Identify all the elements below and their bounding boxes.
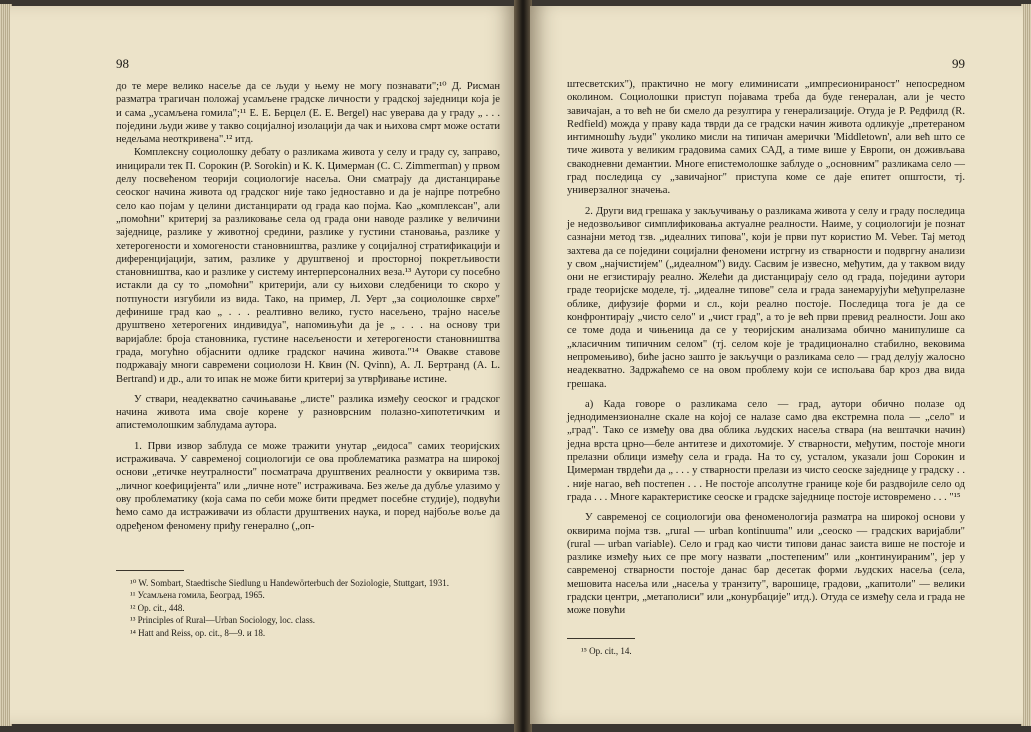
footnote-rule [567,638,635,639]
paragraph: штесветских"), практично не могу елиминисати „импресионираност" непосредном околином. Социолошки приступ појавама треба да буде генералан, али је често завичајан, а то већ не би смело да резултира у генерализације. Отуда је Р. Редфилд (R. Redfield) можда у праву када тврди да се градски начин живота одликује „претераном интимношћу људи" уколико мисли на типичан амерички 'Middletown', али већ што се тиче живота у великим градовима самих САД, а тиме више у Европи, он доживљава свакодневни демантии. Многе епистемолошке заблуде о „основним" разликама село — град последица су „завичајног" приступа коме се даје епитет општости, тј. универзалног значења. [567,79,965,197]
footnote: ¹¹ Усамљена гомила, Београд, 1965. [130,590,265,601]
paragraph: У ствари, неадекватно сачињавање „листе" разлика између сеоског и градског начина живота има своје корене у разноврсним полазно-хипотетичким и апистемолошким заблудама аутора. [116,393,500,432]
paragraph: до те мере велико насеље да се људи у њему не могу познавати";¹⁰ Д. Рисман разматра трагичан положај усамљене градске личности у градској заједници која је и сама „усамљена гомила";¹¹ Е. Е. Берцел (E. E. Bergel) нас уверава да у граду „ . . . поједини људи живе у такво социјалној изолацији да чак и њихова смрт може остати недељама неоткривена".¹² итд. [116,81,500,146]
body-text [116,80,500,533]
paragraph: У савременој се социологији ова феноменологија разматра на широкој основи у оквирима појма тзв. „rural — urban kontinuuma" или „сеоско — градских варијабли" (rural — urban variable). Село и град као чисти типови данас заиста више не постоје и разлике између њих се пре могу назвати „постепеним" или „континуираним", јер у савременој стварности постоје данас бар десетак форми људских насеља (села, мешовита насеља или „насеља у транзиту", варошице, градови, „капитоли" — велики градски центри, „метаполиси" или „конурбације" итд.). Отуда се између села и града не може повући [567,512,965,617]
body-text [567,78,965,618]
footnote-rule [116,570,184,571]
footnote: ¹⁰ W. Sombart, Staedtische Siedlung u Handewörterbuch der Soziologie, Stuttgart, 1931. [130,578,450,588]
footnote: ¹⁴ Hatt and Reiss, op. cit., 8—9. и 18. [130,627,266,638]
footnotes [116,568,500,639]
paragraph: Комплексну социолошку дебату о разликама живота у селу и граду су, заправо, иницирали тек П. Сорокин (P. Sorokin) и К. К. Цимерман (C. C. Zimmerman) у првом делу посвећеном теорији социологије насеља. Они сматрају да дистанцирање сеоског начина живота од градског није тако једноставно и да је најпре потребно село као појам у целини дистанцирати од града као појма. Као „комплексан", али „помоћни" критериј за разликовање села од града они наводе разлике у величини заједнице, разлике у животној средини, разлике у густини становања, разлике у хетерогености и хомогености становништва, разлике у социјалној стратификацији и диференцијацији, затим, разлике у друштвеној и просторној покретљивости становништва, као и разлике у систему интерперсоналних веза.¹³ Аутори су посебно истакли да су то „помоћни" критерији, али су њихови следбеници то скоро у потпуности изгубили из вида. Тако, на пример, Л. Уерт „за социолошке сврхе" дефинише град као „ . . . реалтивно велико, густо насељено, трајно насеље друштвено хетерогених индивидуа", напомињући да је „ . . . на основу три варијабле: броја становника, густине насељености и хетерогености становништва града, могућно објаснити одлике градског начина живота."¹⁴ Овакве ставове подржавају многи савремени социолози Н. Квин (N. Qvinn), А. Л. Бертранд (A. L. Bertrand) и др., али то ипак не може бити критериј за утврђивање истине. [116,147,500,385]
footnote: ¹² Op. cit., 448. [130,602,185,613]
footnote: ¹³ Principles of Rural—Urban Sociology, loc. class. [130,615,316,626]
footnote: ¹⁵ Op. cit., 14. [581,646,632,656]
paragraph: а) Када говоре о разликама село — град, аутори обично полазе од једнодимензионалне скале на којој се налазе само два екстремна пола — „село" и „град". Тако се између ова два облика људских насеља ствара (на вештачки начин) једна врста црно—беле антитезе и дихотомије. У стварности, међутим, постоје многи прелазни облици између села и града. На то су, усталом, указали још Сорокин и Цимерман тврдећи да „ . . . у стварности прелази из чисто сеоске заједнице у градску . . . није нагао, већ постепен . . . Не постоје апсолутне границе које би раздвојиле село од града . . . Многе карактеристике сеоске и градске заједнице постоје истовремено . . . "¹⁵ [567,398,965,503]
footnotes [567,636,965,657]
page-number: 98 [116,56,129,71]
paragraph: 1. Први извор заблуда се може тражити унутар „еидоса" самих теоријских истраживача. У савременој социологији се ова проблематика разматра на широкој основи „етичке неутралности" посматрача друштвених реалности у оквирима тзв. „личног коефицијента" или „личне ноте" истраживача. Без жеље да дубље улазимо у ову проблематику (која сама по себи може бити предмет посебне студије), подвући ћемо само да истраживачи из области друштвених наука, и поред најбоље воље да одређеном феномену приђу генерално („оп- [116,440,500,532]
paragraph: 2. Други вид грешака у закључивању о разликама живота у селу и граду последица је недозвољивог симплификовања актуалне реалности. Наиме, у социологији је познат сазнајни метод тзв. „идеалних типова", који је први пут користио M. Veber. Тај метод захтева да се поједини социјални феномени истргну из стварности и подвргну анализи у свом „најчистијем" („идеалном") виду. Сасвим је извесно, међутим, да у таквом виду они не егзистирају реално. Желећи да дистанцирају село од града, поједини аутори граде теоријске моделе, тј. „идеалне типове" села и града занемарујући међупрелазне облике, дифузије форми и сл., који реално постоје. Последица тога је да се конфронтирају „чисто село" и „чист град", а то је већ први превид реалности. Још ако се томе дода и чињеница да се у теоријским анализама обично манипулише са „класичним типичним селом" (тј. селом које је традиционално стабилно, вековима непромењиво), биће јасно зашто је закључци о разликама село — град делују жалосно неадекватно. Задржаћемо се на овом проблему који се испољава бар кроз два вида грешака. [567,205,965,390]
page-number: 99 [952,56,965,71]
left-page [10,6,516,724]
right-page [530,6,1023,724]
